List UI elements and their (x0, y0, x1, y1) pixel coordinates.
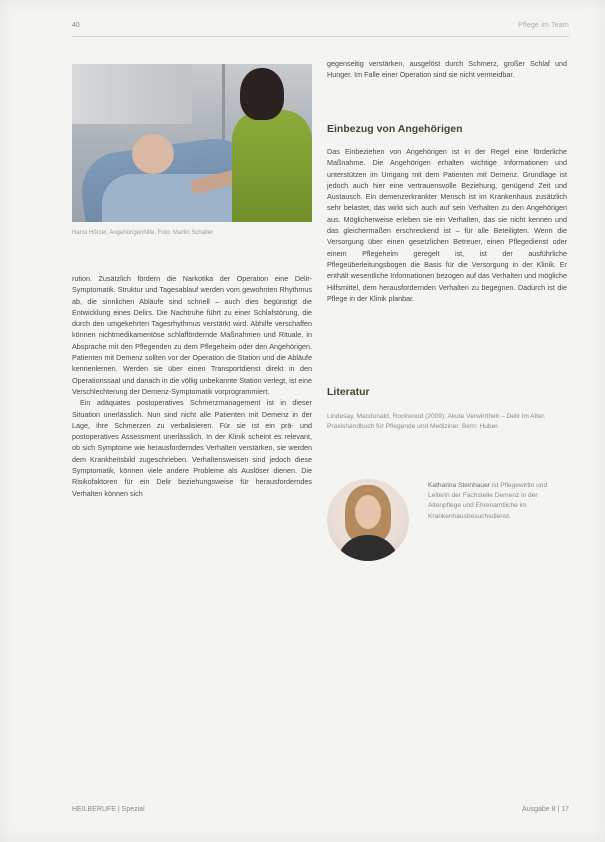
page-number: 40 (72, 22, 80, 29)
body-paragraph: rution. Zusätzlich fördern die Narkotika der Operation eine Delir-Symptomatik. Struktur und Tagesablauf werden vom gewohnten Rhythmus ab, die sinnlichen Abläufe sind schnell – auch dies begünstigt die Entwicklung eines Delirs. Die Nachtruhe führt zu einer Schlafstörung, die durch den umgekehrten Tagesrhythmus verstärkt wird. Abhilfe verschaffen können nichtmedikamentöse schlaffördernde Maßnahmen und Rituale, in Absprache mit den Pflegenden zu dem Pflegeheim oder den Angehörigen. Patienten mit Demenz sollten vor der Operation die Station und die Abläufe kennenlernen. Werden sie über einen Transportdienst direkt in den Operationssaal und danach in die völlig unbekannte Station verlegt, ist eine Verschlechterung der Demenz-Symptomatik vorprogrammiert. (72, 274, 312, 396)
body-paragraph: Das Einbeziehen von Angehörigen ist in der Regel eine förderliche Maßnahme. Die Angehörigen erhalten wichtige Informationen und unterstützen im Umgang mit dem Patienten mit Demenz. Grundlage ist jedoch auch hier eine vertrauensvolle Beziehung, genügend Zeit und Austausch. Ein demenzerkrankter Mensch ist im Krankenhaus zusätzlich sehr belastet, das wirkt sich auch auf sein Verhalten zu den Angehörigen aus. Möglicherweise erleben sie ein Verhalten, das sie nicht kennen und das gleichermaßen erschreckend ist – für alle Beteiligten. Wenn die Versorgung über einen gesetzlichen Betreuer, einen Pflegedienst oder einem Pflegeheim geregelt ist, ist der ausführliche Pflegeüberleitungsbogen die Basis für die Versorgung in der Klinik. Er enthält wesentliche Informationen bezogen auf das Verhalten und mögliche Hilfsmittel, dem herausfordernden Verhalten zu begegnen. Dadurch ist die Pflege in der Klinik planbar. (327, 147, 567, 303)
portrait-body (337, 535, 399, 561)
body-paragraph: Ein adäquates postoperatives Schmerzmanagement ist in dieser Situation unerlässlich. Nun sind nicht alle Patienten mit Demenz in der Lage, ihre Schmerzen zu verbalisieren. Für sie ist ein prä- und postoperatives Assessment unerlässlich. In der Klinik scheint es relevant, ob sich Symptome wie herausforderndes Verhalten verstärken, sie werden dem Krankheitsbild zugeschrieben. Verhaltensweisen sind jedoch diese Symptomatik, können viele andere Probleme als Auslöser dienen. Die Risikofaktoren für ein Delir beziehungsweise für herausforderndes Verhalten können sich (72, 398, 312, 498)
author-bio (428, 481, 568, 522)
photo-patient (132, 134, 174, 174)
literature-reference: Lindesay, Macdonald, Rockwood (2009): Akute Verwirrtheit – Delir im Alter. Praxishandbuch für Pflegende und Mediziner. Bern: Huber. (327, 413, 546, 430)
section-label: Pflege im Team (518, 22, 569, 29)
photo-caregiver-head (240, 68, 284, 120)
footer-publication: HEILBERUFE | Spezial (72, 806, 145, 813)
body-paragraph: gegenseitig verstärken, ausgelöst durch Schmerz, großer Schlaf und Hunger. Im Falle einer Operation sind sie nicht vermeidbar. (327, 59, 567, 80)
left-column (72, 273, 312, 499)
author-portrait (327, 479, 409, 561)
author-name: Katharina Steinhauer (428, 482, 490, 489)
photo-medical-equipment (72, 64, 192, 124)
author-description: ist Pflegewirtin und Leiterin der Fachstelle Demenz in der Altenpflege und Ehrenamtliche im Krankenhausbesuchsdienst. (428, 482, 548, 520)
section-heading: Einbezug von Angehörigen (327, 123, 463, 135)
photo-caregiver (232, 110, 312, 222)
header-divider (72, 36, 569, 37)
portrait-face (355, 495, 381, 529)
footer-issue: Ausgabe 8 | 17 (522, 806, 569, 813)
photo-caption: Hansi Hörzel, Angehörigenhilfe, Foto: Martin Schaller (72, 230, 214, 236)
right-column-section (327, 146, 567, 304)
photo-iv-pole (222, 64, 225, 144)
article-photo (72, 64, 312, 222)
right-column-intro (327, 58, 567, 81)
literature-heading: Literatur (327, 386, 370, 398)
